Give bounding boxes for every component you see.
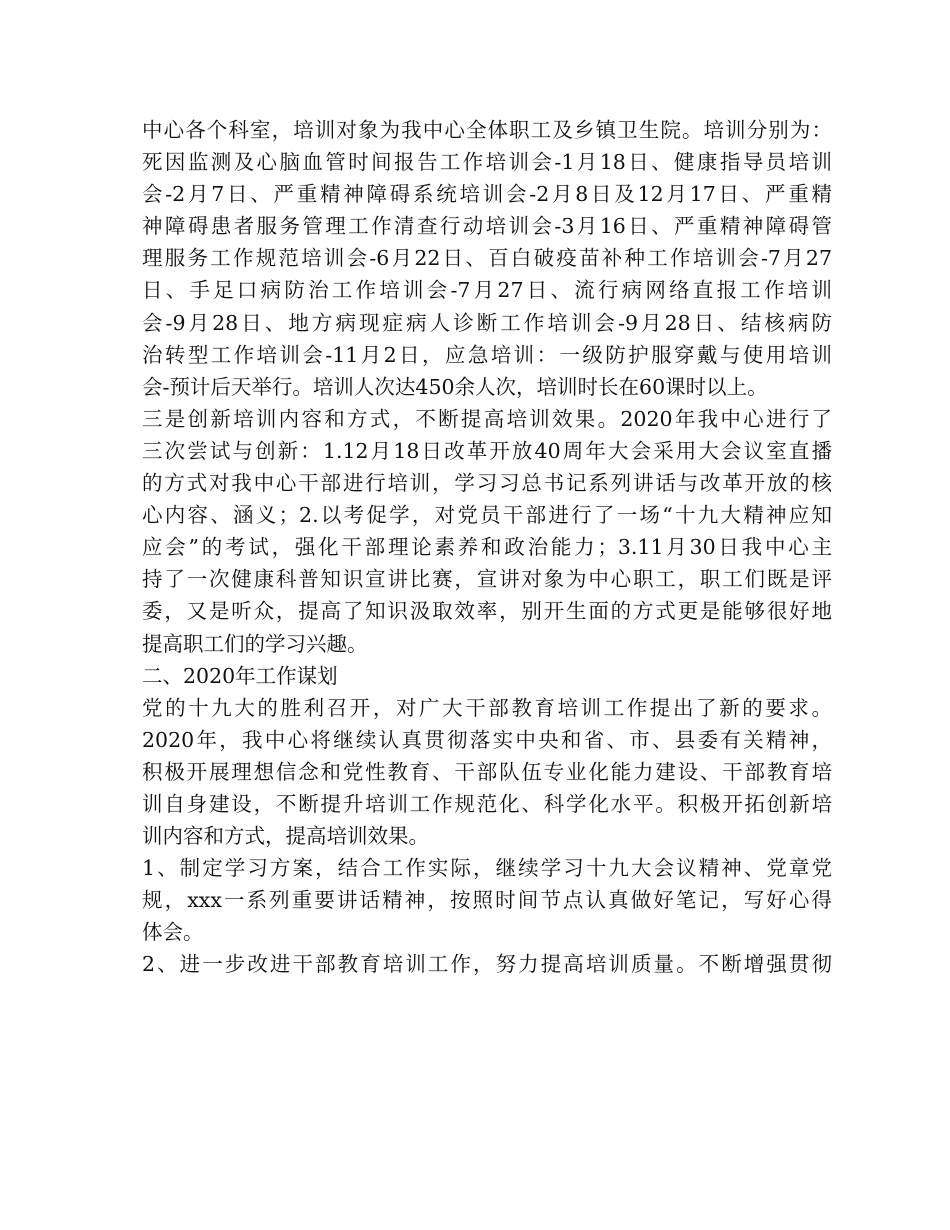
text-line: 的方式对我中心干部进行培训，学习习总书记系列讲话与改革开放的核 bbox=[142, 471, 832, 496]
text-line: 日、手足口病防治工作培训会-7月27日、流行病网络直报工作培训 bbox=[142, 278, 832, 303]
text-line: 心内容、涵义；2.以考促学，对党员干部进行了一场“十九大精神应知 bbox=[142, 503, 832, 528]
text-line: 会-2月7日、严重精神障碍系统培训会-2月8日及12月17日、严重精 bbox=[142, 182, 832, 207]
text-line: 训自身建设，不断提升培训工作规范化、科学化水平。积极开拓创新培 bbox=[142, 791, 832, 816]
text-line: 死因监测及心脑血管时间报告工作培训会-1月18日、健康指导员培训 bbox=[142, 150, 832, 175]
text-line: 2020年，我中心将继续认真贯彻落实中央和省、市、县委有关精神， bbox=[142, 727, 832, 752]
text-line: 委，又是听众，提高了知识汲取效率，别开生面的方式更是能够很好地 bbox=[142, 599, 832, 624]
text-line: 三是创新培训内容和方式，不断提高培训效果。2020年我中心进行了 bbox=[142, 406, 832, 431]
text-line: 二、2020年工作谋划 bbox=[142, 663, 338, 688]
text-line: 理服务工作规范培训会-6月22日、百白破疫苗补种工作培训会-7月27 bbox=[142, 246, 832, 271]
text-line: 规，xxx一系列重要讲话精神，按照时间节点认真做好笔记，写好心得 bbox=[142, 888, 832, 913]
text-line: 积极开展理想信念和党性教育、干部队伍专业化能力建设、干部教育培 bbox=[142, 759, 832, 784]
text-line: 训内容和方式，提高培训效果。 bbox=[142, 824, 429, 849]
text-line: 持了一次健康科普知识宣讲比赛，宣讲对象为中心职工，职工们既是评 bbox=[142, 567, 832, 592]
text-line: 会-预计后天举行。培训人次达450余人次，培训时长在60课时以上。 bbox=[142, 374, 768, 399]
text-line: 中心各个科室，培训对象为我中心全体职工及乡镇卫生院。培训分别为： bbox=[142, 118, 832, 142]
text-line: 神障碍患者服务管理工作清查行动培训会-3月16日、严重精神障碍管 bbox=[142, 214, 832, 239]
document-body bbox=[142, 114, 832, 981]
text-line: 应会”的考试，强化干部理论素养和政治能力；3.11月30日我中心主 bbox=[142, 535, 832, 560]
text-line: 2、进一步改进干部教育培训工作，努力提高培训质量。不断增强贯彻 bbox=[142, 952, 832, 977]
text-line: 会-9月28日、地方病现症病人诊断工作培训会-9月28日、结核病防 bbox=[142, 310, 832, 335]
text-line: 提高职工们的学习兴趣。 bbox=[142, 631, 368, 656]
text-line: 治转型工作培训会-11月2日，应急培训：一级防护服穿戴与使用培训 bbox=[142, 342, 832, 367]
text-line: 党的十九大的胜利召开，对广大干部教育培训工作提出了新的要求。 bbox=[142, 695, 832, 720]
text-line: 体会。 bbox=[142, 920, 204, 945]
text-line: 1、制定学习方案，结合工作实际，继续学习十九大会议精神、党章党 bbox=[142, 856, 832, 881]
text-line: 三次尝试与创新：1.12月18日改革开放40周年大会采用大会议室直播 bbox=[142, 438, 832, 463]
